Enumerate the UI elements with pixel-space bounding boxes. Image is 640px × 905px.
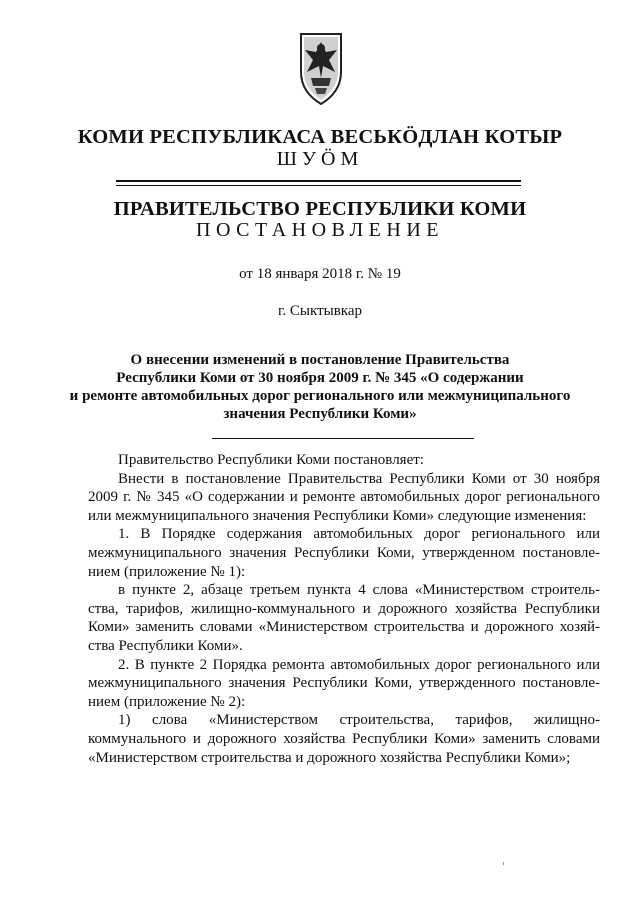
body-line: Внести в постановление Правительства Республики Коми от 30 ноября (118, 470, 600, 487)
body-line: межмуниципального значения Республики Коми, утвержденного постановле- (88, 675, 600, 692)
subject-line: и ремонте автомобильных дорог регионального или межмуниципального (69, 388, 571, 404)
body-line: 1) слова «Министерством строительства, тарифов, жилищно- (118, 712, 600, 729)
gov-title: ПРАВИТЕЛЬСТВО РЕСПУБЛИКИ КОМИ (113, 198, 527, 220)
document-body (88, 451, 600, 767)
subject-line: О внесении изменений в постановление Правительства (130, 352, 510, 368)
komi-title: КОМИ РЕСПУБЛИКАСА ВЕСЬКӦДЛАН КОТЫР (77, 126, 563, 148)
body-line: межмуниципального значения Республики Коми, утвержденном постановле- (88, 544, 600, 561)
body-line: «Министерством строительства и дорожного хозяйства Республики Коми»; (88, 749, 571, 766)
body-line: нием (приложение № 2): (88, 693, 246, 710)
document-subject (0, 351, 640, 423)
header-rule-thin (116, 185, 521, 186)
body-line: в пункте 2, абзаце третьем пункта 4 слова «Министерством строитель- (118, 582, 600, 599)
header-rule-thick (116, 180, 521, 182)
body-line: ства Республики Коми». (88, 637, 243, 654)
komi-coat-of-arms-icon (295, 28, 347, 106)
body-line: Коми» заменить словами «Министерством строительства и дорожного хозяй- (88, 619, 600, 636)
body-line: 2009 г. № 345 «О содержании и ремонте автомобильных дорог регионального (88, 489, 600, 506)
gov-subtitle: ПОСТАНОВЛЕНИЕ (196, 219, 444, 241)
body-line: коммунального и дорожного хозяйства Республики Коми» заменить словами (88, 730, 600, 747)
subject-line: Республики Коми от 30 ноября 2009 г. № 345 «О содержании (116, 370, 524, 386)
document-date: от 18 января 2018 г. № 19 (239, 266, 401, 282)
scan-mark (503, 862, 504, 865)
subject-line: значения Республики Коми» (223, 406, 417, 422)
body-line: или межмуниципального значения Республики Коми» следующие изменения: (88, 507, 587, 524)
body-line: ства, тарифов, жилищно-коммунального и дорожного хозяйства Республики (88, 600, 600, 617)
komi-subtitle: ШУӦМ (276, 148, 364, 170)
body-line: нием (приложение № 1): (88, 563, 246, 580)
body-line: 1. В Порядке содержания автомобильных дорог регионального или (118, 526, 600, 543)
subject-separator (212, 438, 474, 439)
body-line: 2. В пункте 2 Порядка ремонта автомобильных дорог регионального или (118, 656, 600, 673)
body-line: Правительство Республики Коми постановляет: (118, 452, 424, 468)
document-city: г. Сыктывкар (277, 303, 363, 319)
